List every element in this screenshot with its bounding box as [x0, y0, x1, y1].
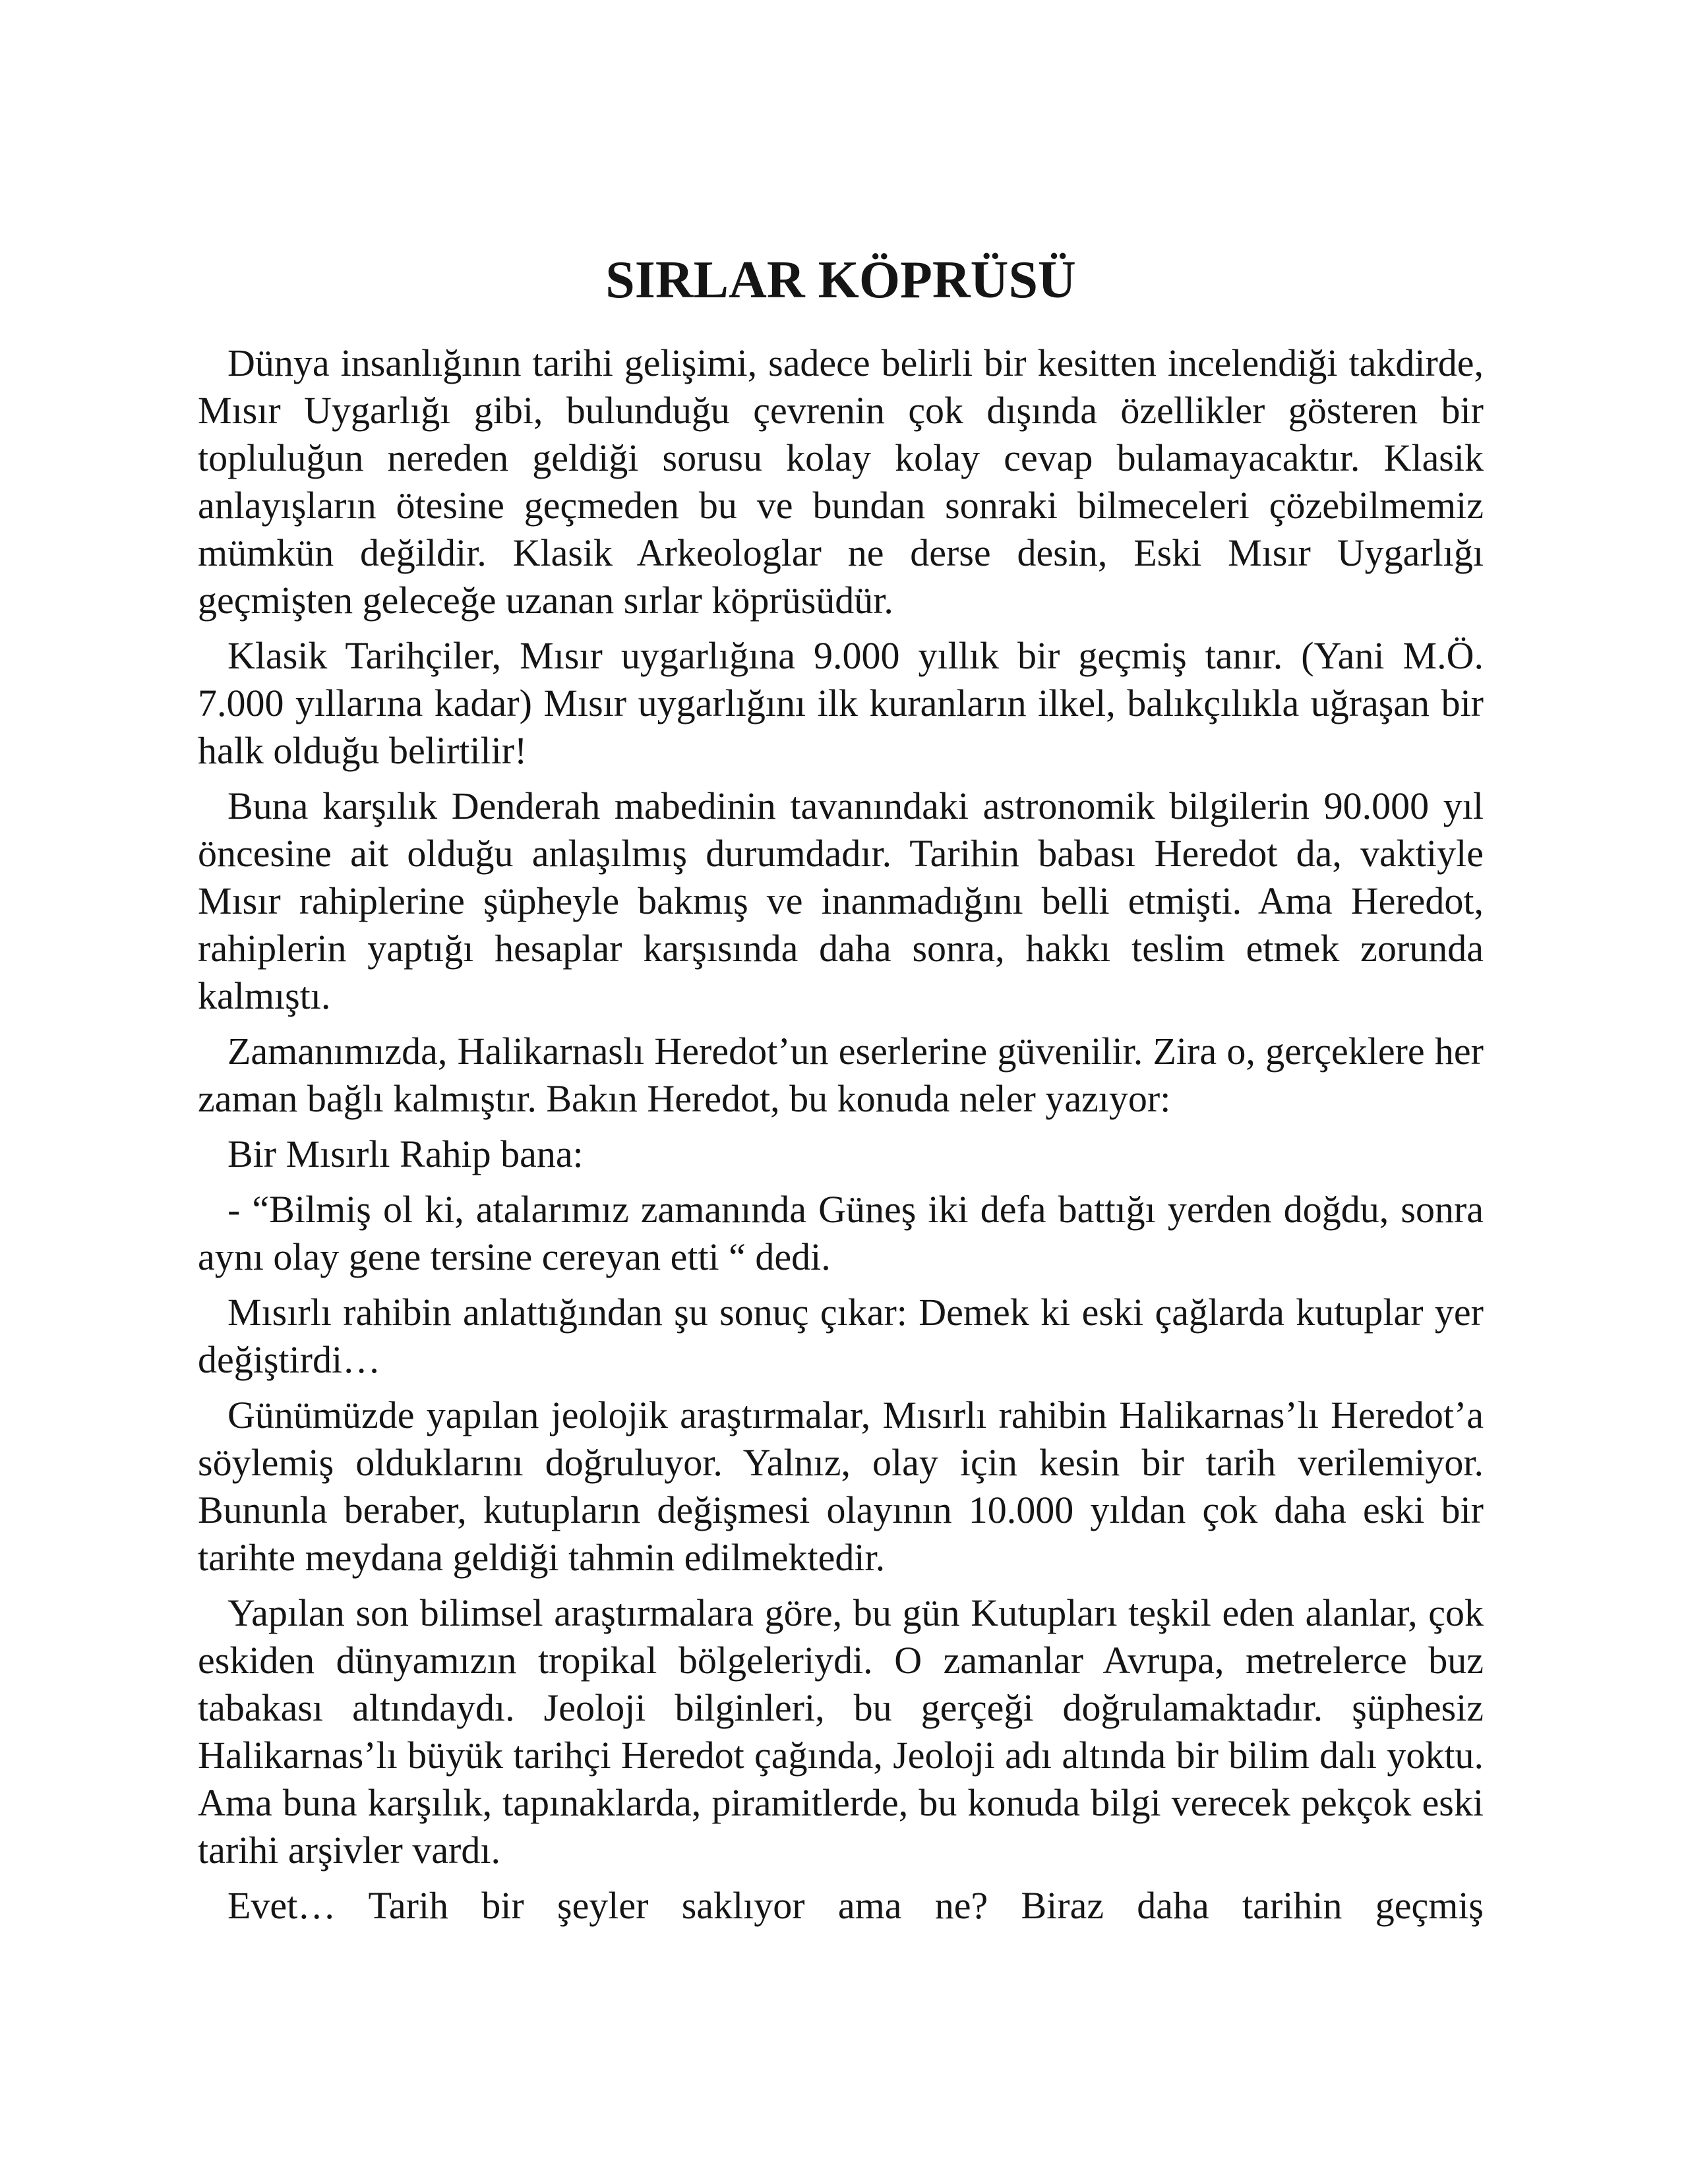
document-page [198, 241, 1484, 1937]
paragraph-8: Günümüzde yapılan jeolojik araştırmalar, Mısırlı rahibin Halikarnas’lı Heredot’a söylemiş olduklarını doğruluyor. Yalnız, olay için kesin bir tarih verilemiyor. Bununla beraber, kutupların değişmesi olayının 10.000 yıldan çok daha eski bir tarihte meydana geldiği tahmin edilmektedir. [198, 1394, 1484, 1579]
paragraph-7: Mısırlı rahibin anlattığından şu sonuç çıkar: Demek ki eski çağlarda kutuplar yer değiştirdi… [198, 1291, 1484, 1381]
paragraph-4: Zamanımızda, Halikarnaslı Heredot’un eserlerine güvenilir. Zira o, gerçeklere her zaman bağlı kalmıştır. Bakın Heredot, bu konuda neler yazıyor: [198, 1030, 1484, 1120]
paragraph-9: Yapılan son bilimsel araştırmalara göre, bu gün Kutupları teşkil eden alanlar, çok eskiden dünyamızın tropikal bölgeleriydi. O zamanlar Avrupa, metrelerce buz tabakası altındaydı. Jeoloji bilginleri, bu gerçeği doğrulamaktadır. şüphesiz Halikarnas’lı büyük tarihçi Heredot çağında, Jeoloji adı altında bir bilim dalı yoktu. Ama buna karşılık, tapınaklarda, piramitlerde, bu konuda bilgi verecek pekçok eski tarihi arşivler vardı. [198, 1591, 1484, 1872]
paragraph-6: - “Bilmiş ol ki, atalarımız zamanında Güneş iki defa battığı yerden doğdu, sonra aynı olay gene tersine cereyan etti “ dedi. [198, 1188, 1484, 1278]
paragraph-5: Bir Mısırlı Rahip bana: [227, 1133, 584, 1175]
page-title: SIRLAR KÖPRÜSÜ [605, 251, 1076, 309]
paragraph-3: Buna karşılık Denderah mabedinin tavanındaki astronomik bilgilerin 90.000 yıl öncesine ait olduğu anlaşılmış durumdadır. Tarihin babası Heredot da, vaktiyle Mısır rahiplerine şüpheyle bakmış ve inanmadığını belli etmişti. Ama Heredot, rahiplerin yaptığı hesaplar karşısında daha sonra, hakkı teslim etmek zorunda kalmıştı. [198, 784, 1484, 1017]
paragraph-10: Evet… Tarih bir şeyler saklıyor ama ne? Biraz daha tarihin geçmiş [227, 1884, 1484, 1927]
paragraph-2: Klasik Tarihçiler, Mısır uygarlığına 9.000 yıllık bir geçmiş tanır. (Yani M.Ö. 7.000 yıllarına kadar) Mısır uygarlığını ilk kuranların ilkel, balıkçılıkla uğraşan bir halk olduğu belirtilir! [198, 634, 1484, 772]
paragraph-1: Dünya insanlığının tarihi gelişimi, sadece belirli bir kesitten incelendiği takdirde, Mısır Uygarlığı gibi, bulunduğu çevrenin çok dışında özellikler gösteren bir topluluğun nereden geldiği sorusu kolay kolay cevap bulamayacaktır. Klasik anlayışların ötesine geçmeden bu ve bundan sonraki bilmeceleri çözebilmemiz mümkün değildir. Klasik Arkeologlar ne derse desin, Eski Mısır Uygarlığı geçmişten geleceğe uzanan sırlar köprüsüdür. [198, 341, 1484, 622]
